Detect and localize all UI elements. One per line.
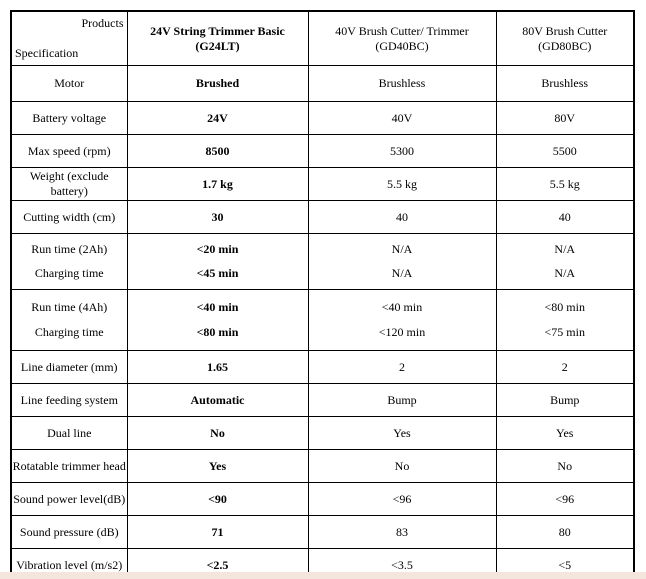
value-line: <20 min [196,242,239,257]
spec-label: Line feeding system [11,384,127,417]
spec-label: Rotatable trimmer head [11,450,127,483]
g24lt-value: No [127,417,308,450]
value-line: N/A [391,242,413,257]
spec-label-line: Charging time [34,265,104,280]
spec-label: Vibration level (m/s2) [11,549,127,579]
g24lt-value: 30 [127,201,308,234]
spec-label-line: Run time (2Ah) [31,242,108,257]
table-row-cutting-width [11,201,634,234]
specification-corner-label: Specification [15,46,79,60]
value-line: N/A [391,265,413,280]
g24lt-value: Brushed [127,66,308,102]
g24lt-value: 8500 [127,135,308,168]
spec-label-line: Run time (4Ah) [31,300,108,314]
gd80bc-value: <5 [496,549,634,579]
table-row-line-diameter [11,351,634,384]
table-row-rotatable-head [11,450,634,483]
gd80bc-value: Yes [496,417,634,450]
spec-label: Battery voltage [11,102,127,135]
value-line: <80 min [196,325,239,339]
corner-cell-content [12,14,127,63]
gd80bc-value: Bump [496,384,634,417]
spec-label: Weight (exclude battery) [11,168,127,201]
gd80bc-value: No [496,450,634,483]
value-line: <75 min [544,325,585,339]
corner-cell [11,11,127,66]
gd40bc-value: Bump [308,384,496,417]
spec-label-line: Charging time [34,325,104,339]
page-bottom-strip [0,572,646,579]
gd80bc-value: 80 [496,516,634,549]
gd80bc-value: <96 [496,483,634,516]
table-row-battery-voltage [11,102,634,135]
products-corner-label: Products [81,16,124,30]
gd80bc-value: Brushless [496,66,634,102]
product-header-gd40bc: 40V Brush Cutter/ Trimmer (GD40BC) [308,11,496,66]
gd40bc-value: 5.5 kg [308,168,496,201]
g24lt-value: 1.65 [127,351,308,384]
value-line: <80 min [544,300,585,314]
product-header-gd80bc: 80V Brush Cutter (GD80BC) [496,11,634,66]
gd40bc-value: 2 [308,351,496,384]
gd40bc-value [308,234,496,290]
gd80bc-value: 5500 [496,135,634,168]
spec-label [11,290,127,351]
value-line: <45 min [196,265,239,280]
spec-label: Motor [11,66,127,102]
g24lt-value: 71 [127,516,308,549]
table-row-line-feeding [11,384,634,417]
gd80bc-value: 80V [496,102,634,135]
product-spec-table [10,10,635,579]
spec-label: Cutting width (cm) [11,201,127,234]
table-row-motor [11,66,634,102]
gd80bc-value: 2 [496,351,634,384]
spec-label: Sound pressure (dB) [11,516,127,549]
value-line: <120 min [378,325,426,339]
gd40bc-value: <96 [308,483,496,516]
gd40bc-value: No [308,450,496,483]
spec-label [11,234,127,290]
table-row-weight [11,168,634,201]
gd80bc-value: 40 [496,201,634,234]
g24lt-value: 24V [127,102,308,135]
gd80bc-value: 5.5 kg [496,168,634,201]
table-row-max-speed [11,135,634,168]
table-row-sound-power [11,483,634,516]
g24lt-value: <2.5 [127,549,308,579]
g24lt-value [127,290,308,351]
gd40bc-value: 40 [308,201,496,234]
gd40bc-value: 5300 [308,135,496,168]
g24lt-value: Automatic [127,384,308,417]
g24lt-value [127,234,308,290]
table-row-dual-line [11,417,634,450]
table-row-runtime-4ah [11,290,634,351]
g24lt-value: Yes [127,450,308,483]
gd80bc-value [496,290,634,351]
spec-label: Sound power level(dB) [11,483,127,516]
gd40bc-value: Yes [308,417,496,450]
value-line: N/A [554,242,576,257]
spec-label: Max speed (rpm) [11,135,127,168]
gd40bc-value [308,290,496,351]
gd40bc-value: <3.5 [308,549,496,579]
spec-label: Dual line [11,417,127,450]
gd40bc-value: 83 [308,516,496,549]
product-header-g24lt: 24V String Trimmer Basic (G24LT) [127,11,308,66]
value-line: <40 min [381,300,423,314]
table-row-runtime-2ah [11,234,634,290]
value-line: N/A [554,265,576,280]
table-row-sound-pressure [11,516,634,549]
gd40bc-value: Brushless [308,66,496,102]
header-row [11,11,634,66]
gd40bc-value: 40V [308,102,496,135]
gd80bc-value [496,234,634,290]
value-line: <40 min [196,300,239,314]
g24lt-value: 1.7 kg [127,168,308,201]
spec-label: Line diameter (mm) [11,351,127,384]
g24lt-value: <90 [127,483,308,516]
